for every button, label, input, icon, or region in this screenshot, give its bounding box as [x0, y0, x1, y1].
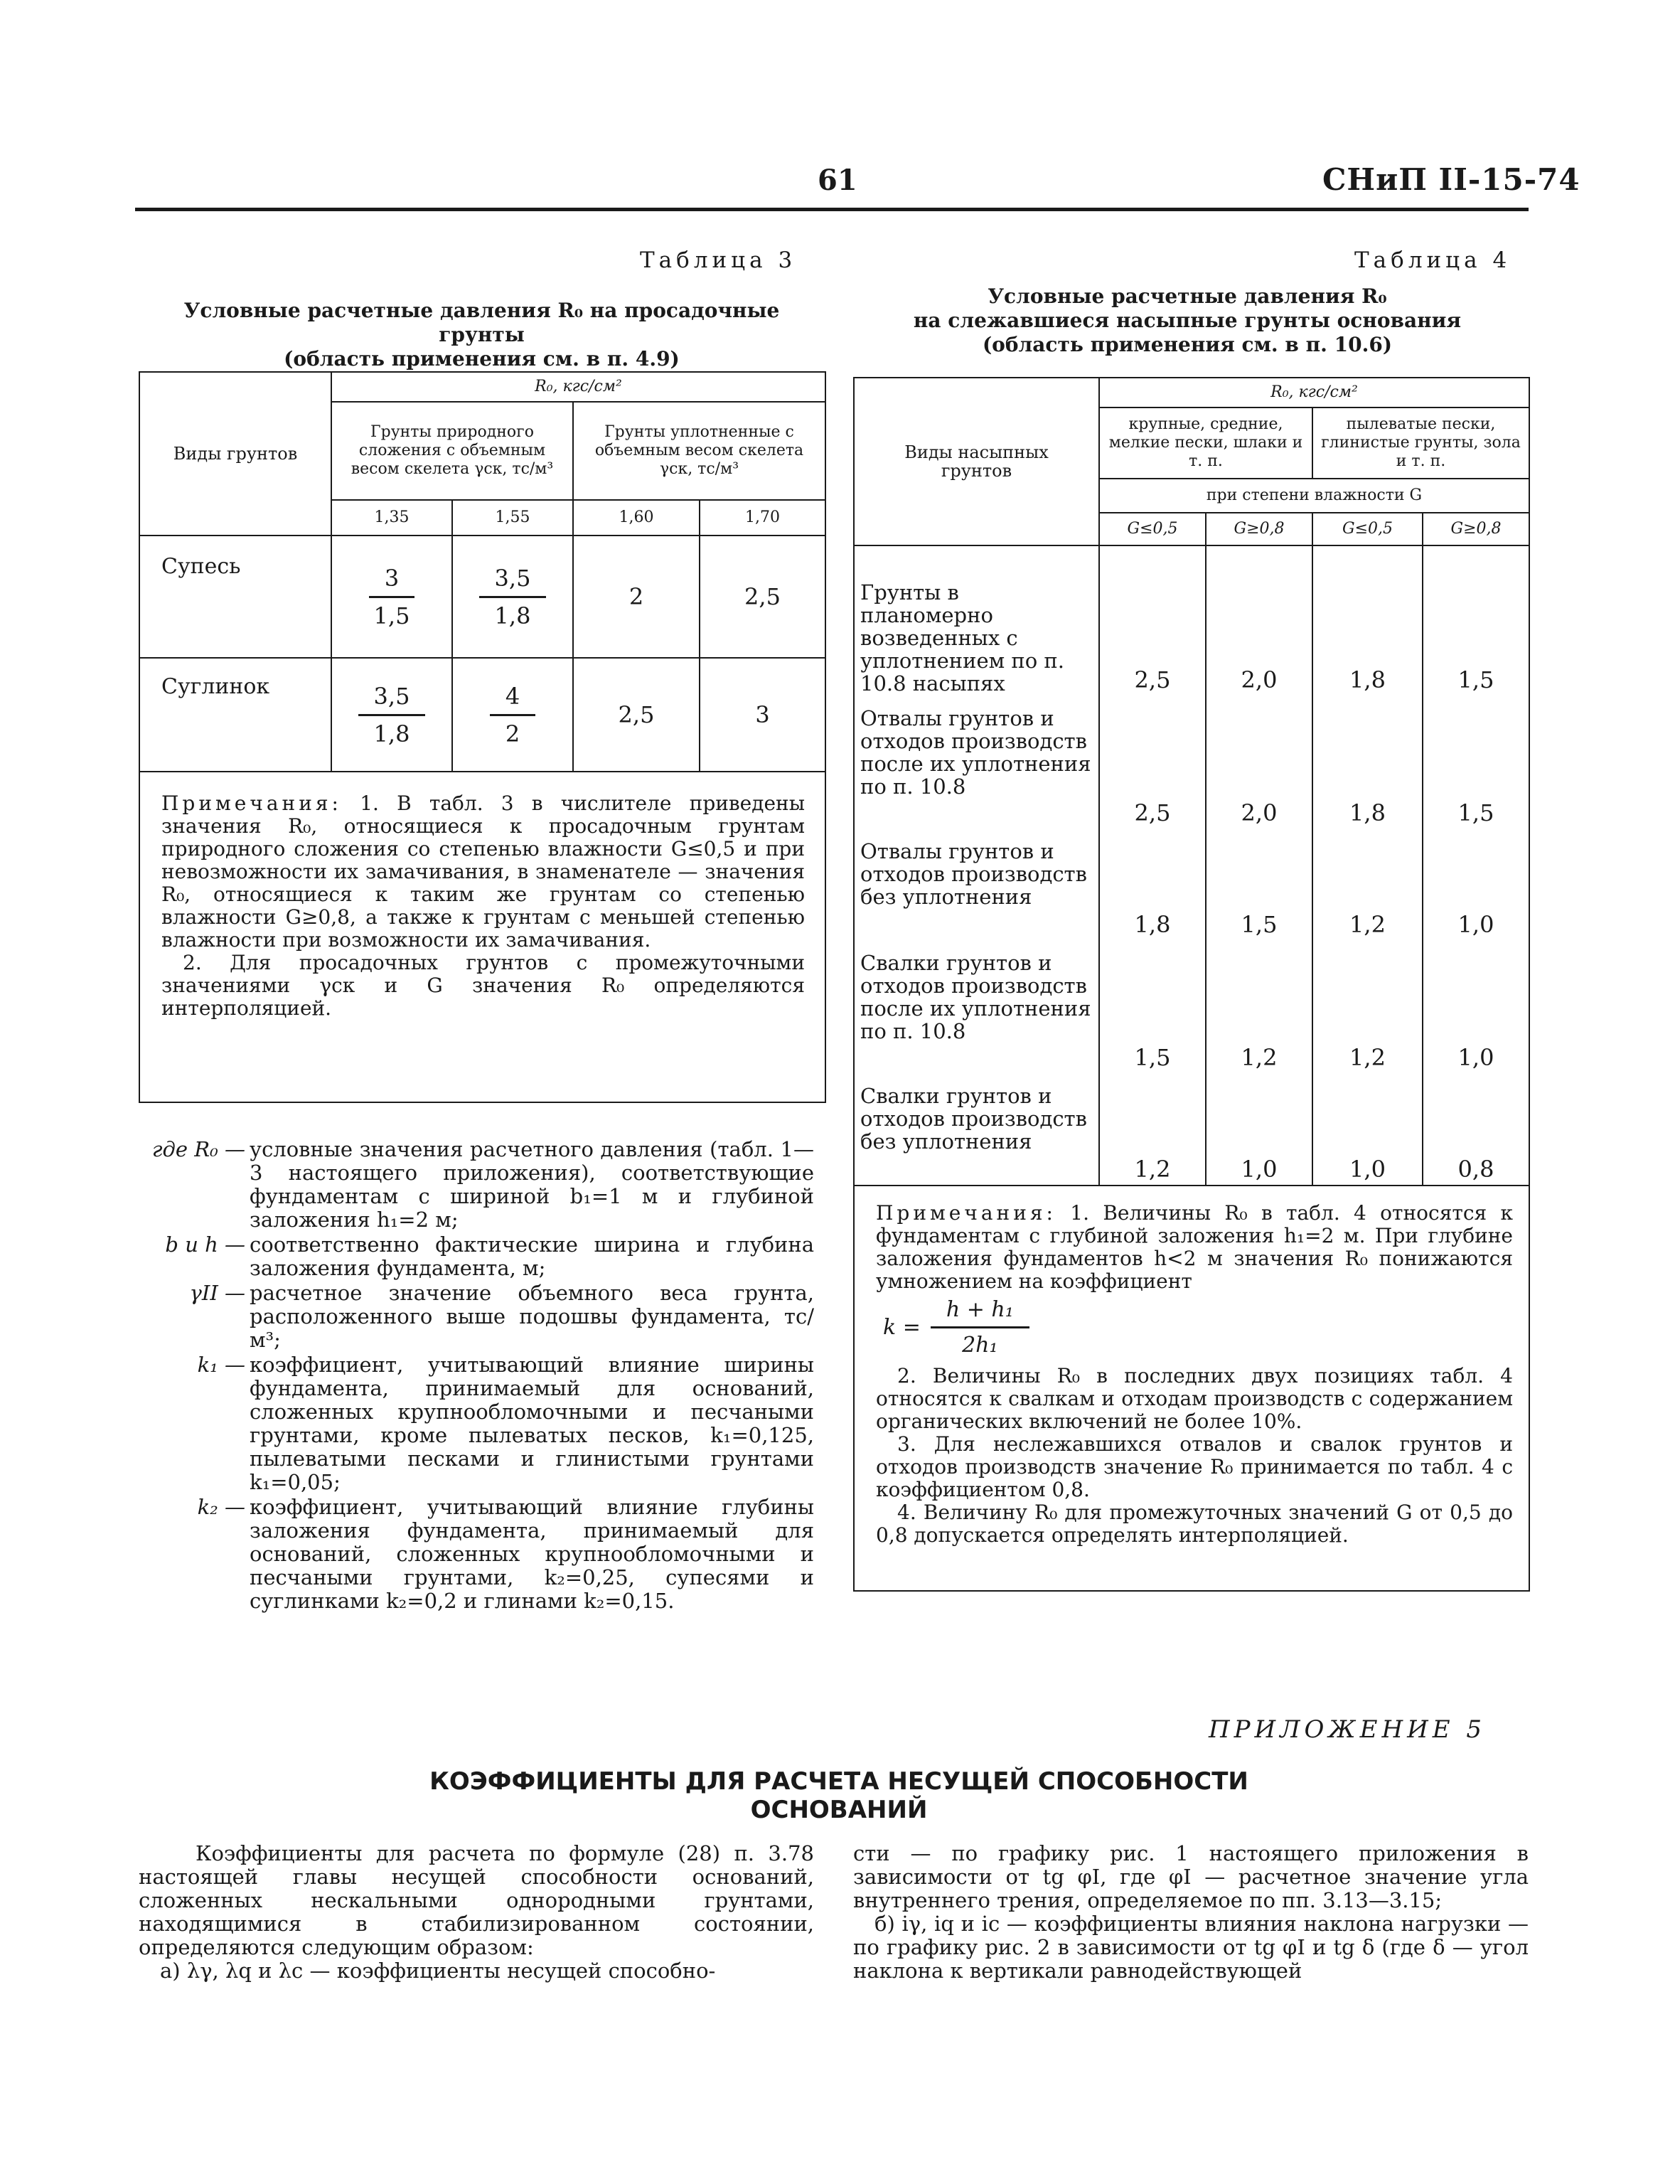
definition-desc: соответственно фактические ширина и глубина заложения фундамента, м;	[250, 1232, 814, 1280]
table4-cell: 1,2	[1241, 1044, 1278, 1071]
notes-label: Примечания:	[161, 792, 342, 815]
table4-note-1	[876, 1202, 1513, 1293]
definition-term: где R₀ —	[151, 1137, 245, 1161]
definition-item	[139, 1353, 814, 1494]
table4-notes	[854, 1186, 1529, 1591]
table3-title-line2: (область применения см. в п. 4.9)	[284, 347, 680, 371]
definition-item	[139, 1282, 814, 1352]
fraction-denominator: 1,8	[373, 720, 410, 747]
table3-note-2: 2. Для просадочных грунтов с промежуточными значениями γск и G значения R₀ определяются интерполяцией.	[161, 951, 805, 1020]
table-row	[139, 536, 825, 658]
table3-cell: 2,5	[573, 658, 700, 772]
table3-label: Таблица 3	[640, 247, 797, 273]
table3-title-line1: Условные расчетные давления R₀ на просадочные грунты	[183, 299, 780, 346]
table4-title-line1: Условные расчетные давления R₀	[988, 284, 1387, 308]
table4-moisture: G≤0,5	[1312, 513, 1423, 545]
appendix-right-item-b: б) iγ, iq и ic — коэффициенты влияния наклона нагрузки — по графику рис. 2 в зависимости от tg φI и tg δ (где δ — угол наклона к вертикали равнодействующей	[853, 1912, 1529, 1983]
table4-cell: 0,8	[1457, 1156, 1494, 1183]
table4-cell: 2,0	[1241, 666, 1278, 693]
notes-label: Примечания:	[876, 1201, 1056, 1225]
table3-cell	[331, 536, 452, 658]
table4-title	[846, 284, 1529, 357]
table4-title-line2: на слежавшиеся насыпные грунты основания	[913, 309, 1462, 332]
table-row	[854, 545, 1529, 1186]
definitions-list	[139, 1138, 814, 1613]
definition-desc: коэффициент, учитывающий влияние глубины заложения фундамента, принимаемый для оснований, сложенных крупнообломочными и песчаными грунтами, k₂=0,25, супесями и суглинками k₂=0,2 и глинами k₂=0,15.	[250, 1495, 814, 1613]
table4-note-2: 2. Величины R₀ в последних двух позициях табл. 4 относятся к свалкам и отходам производств с содержанием органических включений не более 10%.	[876, 1364, 1513, 1433]
table3	[139, 371, 826, 1103]
table4-moisture: G≤0,5	[1099, 513, 1206, 545]
table4-cell: 2,5	[1134, 799, 1171, 826]
table3-cell: 2	[573, 536, 700, 658]
definition-item	[139, 1138, 814, 1232]
fraction-denominator: 1,5	[373, 602, 410, 629]
table3-col-kind: Виды грунтов	[139, 372, 331, 536]
table4-col-values	[1099, 545, 1206, 1186]
appendix-title: КОЭФФИЦИЕНТЫ ДЛЯ РАСЧЕТА НЕСУЩЕЙ СПОСОБНОСТИ ОСНОВАНИЙ	[429, 1767, 1248, 1824]
table3-cell: 2,5	[700, 536, 825, 658]
table4-note-4: 4. Величину R₀ для промежуточных значений G от 0,5 до 0,8 допускается определять интерполяцией.	[876, 1501, 1513, 1547]
table3-cell	[452, 536, 573, 658]
appendix-right-paragraph: сти — по графику рис. 1 настоящего приложения в зависимости от tg φI, где φI — расчетное значение угла внутреннего трения, определяемое по пп. 3.13—3.15;	[853, 1841, 1529, 1912]
table4-cell: 1,0	[1241, 1156, 1278, 1183]
document-code: СНиП II-15-74	[1322, 162, 1580, 197]
table4-cell: 1,5	[1241, 911, 1278, 938]
appendix-left-column	[139, 1842, 814, 1983]
table4-row-name: Свалки грунтов и отходов производств без уплотнения	[860, 1084, 1087, 1154]
table4-cell: 1,0	[1349, 1156, 1386, 1183]
fraction-numerator: 3,5	[358, 683, 426, 716]
table4-row-name: Грунты в планомерно возведенных с уплотнением по п. 10.8 насыпях	[860, 580, 1064, 696]
table3-row-name: Суглинок	[139, 658, 331, 772]
table4-group-coarse: крупные, средние, мелкие пески, шлаки и т. п.	[1099, 407, 1312, 479]
table4-cell: 1,2	[1349, 911, 1386, 938]
formula-lhs: k =	[883, 1315, 921, 1340]
table3-group-natural: Грунты природного сложения с объемным весом скелета γск, тс/м³	[331, 402, 573, 500]
table4-group-silty: пылеватые пески, глинистые грунты, зола и т. п.	[1312, 407, 1529, 479]
table4-formula	[883, 1297, 1513, 1358]
table4-cell: 2,0	[1241, 799, 1278, 826]
table4-row-name: Свалки грунтов и отходов производств после их уплотнения по п. 10.8	[860, 951, 1091, 1043]
table4-cell: 1,5	[1457, 799, 1494, 826]
table3-cell: 3	[700, 658, 825, 772]
appendix-right-column	[853, 1842, 1529, 1983]
table4-cell: 2,5	[1134, 666, 1171, 693]
table3-row-name: Супесь	[139, 536, 331, 658]
table4	[853, 377, 1530, 1592]
table3-notes	[139, 772, 825, 1102]
definition-desc: расчетное значение объемного веса грунта, расположенного выше подошвы фундамента, тс/м³;	[250, 1281, 814, 1352]
table4-cell: 1,5	[1134, 1044, 1171, 1071]
fraction-denominator: 2	[505, 720, 520, 747]
appendix-left-item-a: а) λγ, λq и λc — коэффициенты несущей способно-	[160, 1959, 716, 1983]
table4-cell: 1,0	[1457, 911, 1494, 938]
note-text: 1. В табл. 3 в числителе приведены значения R₀, относящиеся к просадочным грунтам природного сложения со степенью влажности G≤0,5 и при невозможности их замачивания, в знаменателе — значения R₀, относящиеся к таким же грунтам со степенью влажности G≥0,8, а также к грунтам с меньшей степенью влажности при возможности их замачивания.	[161, 792, 806, 952]
table3-note-1	[161, 792, 805, 952]
table4-moisture: G≥0,8	[1206, 513, 1312, 545]
table3-density: 1,55	[452, 500, 573, 536]
table4-col-values	[1423, 545, 1529, 1186]
definition-term: b и h —	[165, 1232, 245, 1257]
note-text: 1. Величины R₀ в табл. 4 относятся к фундаментам с глубиной заложения h₁=2 м. При глубине заложения фундаментов h<2 м значения R₀ понижаются умножением на коэффициент	[876, 1201, 1513, 1293]
table3-title	[139, 299, 825, 371]
appendix-left-paragraph: Коэффициенты для расчета по формуле (28) п. 3.78 настоящей главы несущей способности оснований, сложенных нескальными однородными грунтами, находящимися в стабилизированном состоянии, определяются следующим образом:	[139, 1841, 814, 1959]
table4-cell: 1,2	[1134, 1156, 1171, 1183]
table3-density: 1,60	[573, 500, 700, 536]
table4-row-name: Отвалы грунтов и отходов производств после их уплотнения по п. 10.8	[860, 706, 1091, 799]
definition-desc: условные значения расчетного давления (табл. 1—3 настоящего приложения), соответствующие фундаментам с шириной b₁=1 м и глубиной заложения h₁=2 м;	[250, 1137, 814, 1232]
definition-term: k₁ —	[197, 1353, 245, 1377]
formula-numerator: h + h₁	[931, 1297, 1029, 1328]
table3-density: 1,35	[331, 500, 452, 536]
fraction-denominator: 1,8	[494, 602, 531, 629]
table3-density: 1,70	[700, 500, 825, 536]
table3-group-compacted: Грунты уплотненные с объемным весом скелета γск, тс/м³	[573, 402, 825, 500]
definition-term: γII —	[189, 1281, 245, 1305]
definition-desc: коэффициент, учитывающий влияние ширины фундамента, принимаемый для оснований, сложенных крупнообломочными и песчаными грунтами, кроме пылеватых песков, k₁=0,125, пылеватыми песками и глинистыми грунтами k₁=0,05;	[250, 1353, 814, 1494]
page-number: 61	[818, 164, 857, 197]
appendix-label: ПРИЛОЖЕНИЕ 5	[1209, 1715, 1487, 1744]
table4-row-names	[854, 545, 1099, 1186]
table4-cell: 1,8	[1349, 666, 1386, 693]
table3-cell	[452, 658, 573, 772]
definition-item	[139, 1233, 814, 1280]
formula-denominator: 2h₁	[962, 1333, 998, 1358]
fraction-numerator: 3,5	[479, 565, 547, 598]
table4-cell: 1,0	[1457, 1044, 1494, 1071]
table-row	[139, 658, 825, 772]
definition-term: k₂ —	[197, 1495, 245, 1519]
table4-cell: 1,8	[1349, 799, 1386, 826]
table4-label: Таблица 4	[1354, 247, 1512, 273]
table4-note-3: 3. Для неслежавшихся отвалов и свалок грунтов и отходов производств значение R₀ принимается по табл. 4 с коэффициентом 0,8.	[876, 1432, 1513, 1501]
table4-cell: 1,2	[1349, 1044, 1386, 1071]
table4-row-name: Отвалы грунтов и отходов производств без уплотнения	[860, 839, 1087, 909]
definition-item	[139, 1496, 814, 1613]
table4-title-line3: (область применения см. в п. 10.6)	[982, 333, 1393, 356]
table4-moisture-header: при степени влажности G	[1099, 479, 1529, 513]
table4-col-values	[1312, 545, 1423, 1186]
header-rule	[135, 208, 1529, 211]
fraction-numerator: 3	[369, 565, 414, 598]
table3-r0-header: R₀, кгс/см²	[331, 372, 825, 402]
table4-cell: 1,5	[1457, 666, 1494, 693]
table4-r0-header: R₀, кгс/см²	[1099, 378, 1529, 407]
table4-col-kind: Виды насыпных грунтов	[854, 378, 1099, 545]
table4-cell: 1,8	[1134, 911, 1171, 938]
table3-cell	[331, 658, 452, 772]
fraction-numerator: 4	[490, 683, 535, 716]
table4-moisture: G≥0,8	[1423, 513, 1529, 545]
table4-col-values	[1206, 545, 1312, 1186]
